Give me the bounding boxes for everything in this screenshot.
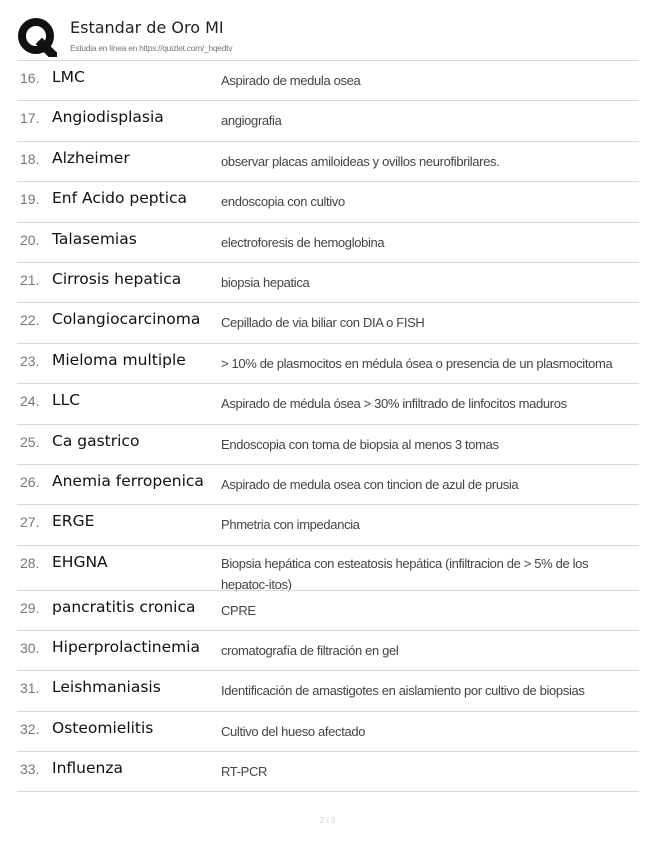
definition-text: cromatografía de filtración en gel xyxy=(221,643,399,659)
term-text: Influenza xyxy=(52,759,123,778)
term-text: ERGE xyxy=(52,512,95,531)
term-row xyxy=(17,630,639,670)
term-number: 26. xyxy=(20,473,40,490)
term-row xyxy=(17,670,639,710)
term-text: Anemia ferropenica xyxy=(52,471,204,490)
document-header xyxy=(17,14,639,60)
term-row xyxy=(17,424,639,464)
term-text: Alzheimer xyxy=(52,148,130,167)
term-row xyxy=(17,751,639,791)
definition-text: endoscopia con cultivo xyxy=(221,194,345,210)
term-number: 25. xyxy=(20,433,40,450)
definition-text: biopsia hepatica xyxy=(221,274,310,290)
term-text: Enf Acido peptica xyxy=(52,189,188,208)
term-row xyxy=(17,545,639,590)
definition-text: RT-PCR xyxy=(221,764,268,780)
term-text: Ca gastrico xyxy=(52,431,140,450)
definition-text: Biopsia hepática con esteatosis hepática (infiltracion de > 5% de los hepatoc-itos) xyxy=(221,555,589,592)
term-row xyxy=(17,590,639,630)
term-text: Hiperprolactinemia xyxy=(52,638,201,657)
term-number: 20. xyxy=(20,231,40,248)
term-number: 32. xyxy=(20,720,40,737)
definition-text: Phmetria con impedancia xyxy=(221,517,360,533)
term-row xyxy=(17,181,639,221)
term-text: Talasemias xyxy=(52,229,137,248)
definition-text: electroforesis de hemoglobina xyxy=(221,234,385,250)
definition-text: Aspirado de medula osea xyxy=(221,73,361,88)
term-number: 19. xyxy=(20,191,40,208)
term-row xyxy=(17,343,639,383)
definition-text: CPRE xyxy=(221,602,256,618)
page-number: 2 / 3 xyxy=(319,816,336,825)
definition-text: Aspirado de medula osea con tincion de azul de prusia xyxy=(221,476,519,492)
quizlet-logo-icon xyxy=(17,17,57,57)
term-number: 30. xyxy=(20,640,40,657)
term-number: 27. xyxy=(20,514,40,531)
term-row xyxy=(17,141,639,181)
definition-text: observar placas amiloideas y ovillos neurofibrilares. xyxy=(221,153,500,169)
definition-text: > 10% de plasmocitos en médula ósea o presencia de un plasmocitoma xyxy=(221,355,613,371)
term-text: Osteomielitis xyxy=(52,718,154,737)
term-text: Cirrosis hepatica xyxy=(52,269,182,288)
term-text: LLC xyxy=(52,391,81,410)
definition-text: Identificación de amastigotes en aislamiento por cultivo de biopsias xyxy=(221,683,585,699)
term-row xyxy=(17,302,639,342)
term-number: 29. xyxy=(20,599,40,616)
study-online-link-text: Estudia en línea en https://quizlet.com/_hqedtv xyxy=(70,43,233,53)
term-text: LMC xyxy=(52,68,85,86)
term-row xyxy=(17,383,639,423)
term-number: 22. xyxy=(20,312,40,329)
term-number: 16. xyxy=(20,70,40,86)
term-number: 33. xyxy=(20,761,40,778)
definition-text: Aspirado de médula ósea > 30% infiltrado de linfocitos maduros xyxy=(221,396,567,412)
term-text: Colangiocarcinoma xyxy=(52,310,201,329)
term-row xyxy=(17,464,639,504)
term-number: 18. xyxy=(20,150,40,167)
term-row xyxy=(17,60,639,100)
term-number: 31. xyxy=(20,680,40,697)
term-number: 24. xyxy=(20,393,40,410)
term-text: Leishmaniasis xyxy=(52,678,161,697)
definition-text: Endoscopia con toma de biopsia al menos 3 tomas xyxy=(221,436,499,452)
definition-text: Cultivo del hueso afectado xyxy=(221,723,366,739)
term-row xyxy=(17,262,639,302)
set-title: Estandar de Oro MI xyxy=(70,18,224,37)
term-number: 23. xyxy=(20,352,40,369)
term-row xyxy=(17,100,639,140)
term-row xyxy=(17,222,639,262)
term-text: Mieloma multiple xyxy=(52,350,186,369)
term-number: 17. xyxy=(20,110,40,127)
term-number: 28. xyxy=(20,554,40,571)
term-row xyxy=(17,504,639,544)
term-list xyxy=(17,60,639,792)
definition-text: Cepillado de via biliar con DIA o FISH xyxy=(221,315,425,331)
term-text: Angiodisplasia xyxy=(52,108,164,127)
term-row xyxy=(17,711,639,751)
term-number: 21. xyxy=(20,271,40,288)
definition-text: angiografia xyxy=(221,113,282,129)
term-text: pancratitis cronica xyxy=(52,597,196,616)
term-text: EHGNA xyxy=(52,552,108,571)
